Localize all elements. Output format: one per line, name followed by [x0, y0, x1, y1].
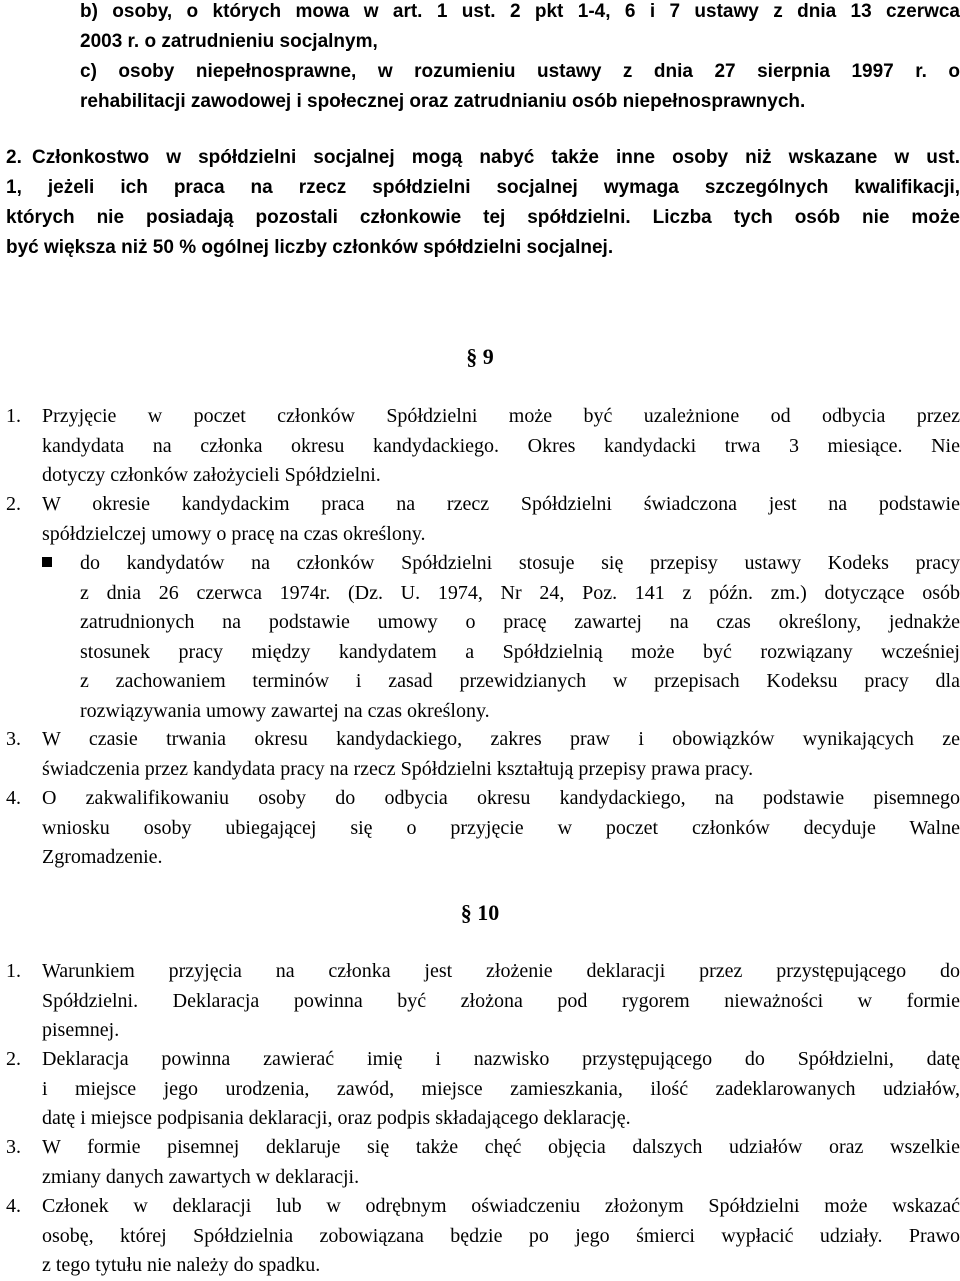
item-line: i miejsce jego urodzenia, zawód, miejsce zamieszkania, ilość zadeklarowanych udziałów, [42, 1077, 960, 1100]
bullet-line: z dnia 26 czerwca 1974r. (Dz. U. 1974, Nr 24, Poz. 141 z późn. zm.) dotyczące osób [80, 581, 960, 604]
item-line: datę i miejsce podpisania deklaracji, oraz podpis składającego deklarację. [42, 1107, 631, 1129]
item-line: pisemnej. [42, 1019, 120, 1041]
item-number: 3. [6, 1136, 21, 1158]
item-line: Spółdzielni. Deklaracja powinna być złożona pod rygorem nieważności w formie [42, 989, 960, 1012]
item-number: 2. [6, 1048, 21, 1070]
item-line: O zakwalifikowaniu osoby do odbycia okresu kandydackiego, na podstawie pisemnego [42, 787, 960, 809]
item-line: kandydata na członka okresu kandydackiego. Okres kandydacki trwa 3 miesiące. Nie [42, 434, 960, 457]
item-line: świadczenia przez kandydata pracy na rzecz Spółdzielni kształtują przepisy prawa pracy. [42, 757, 754, 780]
section-heading-9: § 9 [466, 344, 494, 369]
bullet-line: zatrudnionych na podstawie umowy o pracę zawartej na czas określony, jednakże [80, 611, 960, 633]
item-b-line: b) osoby, o których mowa w art. 1 ust. 2 pkt 1-4, 6 i 7 ustawy z dnia 13 czerwca [80, 1, 960, 22]
item-line: Deklaracja powinna zawierać imię i nazwisko przystępującego do Spółdzielni, datę [42, 1048, 960, 1070]
item-line: osobę, której Spółdzielnia zobowiązana będzie po jego śmierci wypłacić udziały. Prawo [42, 1224, 960, 1247]
paragraph-line: 1, jeżeli ich praca na rzecz spółdzielni socjalnej wymaga szczególnych kwalifikacji, [6, 177, 960, 198]
bullet-line: stosunek pracy między kandydatem a Spółdzielnią może być rozwiązany wcześniej [80, 640, 960, 663]
item-number: 2. [6, 493, 21, 515]
item-line: Zgromadzenie. [42, 846, 163, 868]
item-line: Członek w deklaracji lub w odrębnym oświadczeniu złożonym Spółdzielni może wskazać [42, 1195, 960, 1217]
item-number: 3. [6, 728, 21, 750]
bullet-line: rozwiązywania umowy zawartej na czas określony. [80, 699, 490, 722]
item-c-line: rehabilitacji zawodowej i społecznej oraz zatrudnianiu osób niepełnosprawnych. [80, 91, 806, 112]
paragraph-line: Członkostwo w spółdzielni socjalnej mogą nabyć także inne osoby niż wskazane w ust. [32, 147, 960, 168]
paragraph-line: których nie posiadają pozostali członkowie tej spółdzielni. Liczba tych osób nie może [6, 207, 960, 228]
paragraph-number: 2. [6, 147, 22, 168]
item-line: dotyczy członków założycieli Spółdzielni. [42, 464, 381, 486]
item-line: Warunkiem przyjęcia na członka jest złożenie deklaracji przez przystępującego do [42, 960, 960, 982]
item-line: wniosku osoby ubiegającej się o przyjęcie w poczet członków decyduje Walne [42, 816, 960, 839]
square-bullet-icon [42, 557, 52, 567]
item-line: zmiany danych zawartych w deklaracji. [42, 1165, 360, 1188]
item-line: W okresie kandydackim praca na rzecz Spółdzielni świadczona jest na podstawie [42, 493, 960, 515]
bullet-line: z zachowaniem terminów i zasad przewidzianych w przepisach Kodeksu pracy dla [80, 670, 960, 692]
item-line: z tego tytułu nie należy do spadku. [42, 1254, 321, 1276]
item-number: 1. [6, 960, 21, 982]
item-number: 4. [6, 787, 21, 809]
section-heading-10: § 10 [460, 900, 500, 925]
item-number: 4. [6, 1195, 21, 1217]
item-number: 1. [6, 405, 21, 427]
item-c-line: c) osoby niepełnosprawne, w rozumieniu ustawy z dnia 27 sierpnia 1997 r. o [80, 61, 960, 82]
item-line: Przyjęcie w poczet członków Spółdzielni może być uzależnione od odbycia przez [42, 405, 960, 427]
item-b-line: 2003 r. o zatrudnieniu socjalnym, [80, 31, 378, 52]
paragraph-line: być większa niż 50 % ogólnej liczby członków spółdzielni socjalnej. [6, 237, 614, 258]
bullet-line: do kandydatów na członków Spółdzielni stosuje się przepisy ustawy Kodeks pracy [80, 552, 960, 574]
item-line: W czasie trwania okresu kandydackiego, zakres praw i obowiązków wynikających ze [42, 728, 960, 750]
item-line: W formie pisemnej deklaruje się także chęć objęcia dalszych udziałów oraz wszelkie [42, 1136, 960, 1158]
item-line: spółdzielczej umowy o pracę na czas określony. [42, 522, 426, 545]
